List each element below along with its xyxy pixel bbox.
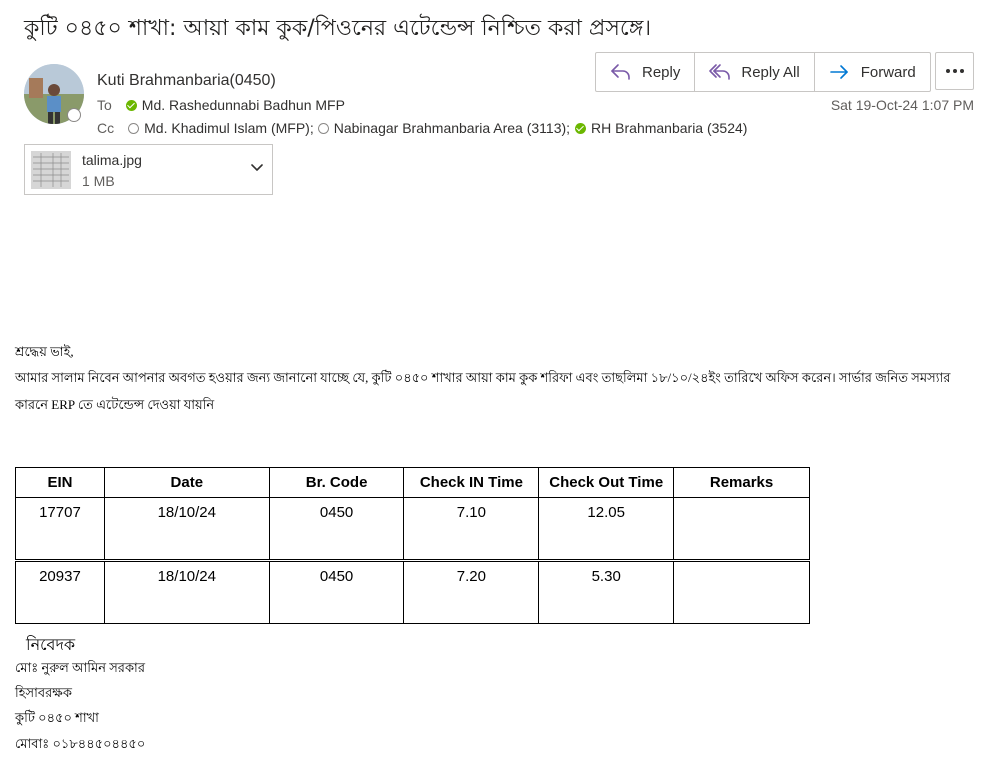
attachment-thumbnail <box>31 151 71 189</box>
reply-all-button[interactable] <box>695 53 814 91</box>
presence-offline-icon <box>318 123 329 134</box>
attachment-card[interactable] <box>24 144 273 195</box>
to-line <box>97 97 345 113</box>
table-cell: 0450 <box>269 561 404 624</box>
signature-branch: কুটি ০৪৫০ শাখা <box>15 710 99 725</box>
signature-name: মোঃ নুরুল আমিন সরকার <box>15 660 145 675</box>
table-cell: 7.10 <box>404 498 539 561</box>
cc-recipient[interactable]: Md. Khadimul Islam (MFP); <box>144 120 314 136</box>
table-row <box>16 561 810 624</box>
attendance-table <box>15 467 810 624</box>
column-header: Check IN Time <box>404 468 539 498</box>
cc-line <box>97 120 747 136</box>
table-cell: 18/10/24 <box>104 498 269 561</box>
reply-all-label: Reply All <box>741 63 800 81</box>
attachment-size: 1 MB <box>82 173 115 189</box>
attachment-name: talima.jpg <box>82 152 142 168</box>
signature-mobile: মোবাঃ ০১৮৪৪৫০৪৪৫০ <box>15 736 146 751</box>
to-label: To <box>97 97 112 113</box>
table-cell: 12.05 <box>539 498 674 561</box>
body-line: আমার সালাম নিবেন আপনার অবগত হওয়ার জন্য জানানো যাচ্ছে যে, কুটি ০৪৫০ শাখার আয়া কাম কুক শরিফা এবং তাছলিমা ১৮/১০/২৪ইং তারিখে অফিস করেন। সার্ভার জনিত সমস্যার <box>15 370 951 385</box>
table-cell: 20937 <box>16 561 105 624</box>
table-header-row <box>16 468 810 498</box>
greeting: শ্রদ্ধেয় ভাই, <box>15 344 74 359</box>
reply-icon <box>610 63 632 81</box>
forward-button[interactable] <box>815 53 930 91</box>
reply-button[interactable] <box>596 53 695 91</box>
presence-available-icon <box>126 100 137 111</box>
message-actions <box>595 52 931 92</box>
column-header: Remarks <box>674 468 810 498</box>
column-header: Check Out Time <box>539 468 674 498</box>
signature-closing: নিবেদক <box>26 637 76 654</box>
presence-offline-icon <box>128 123 139 134</box>
presence-offline-icon <box>67 108 81 122</box>
column-header: EIN <box>16 468 105 498</box>
email-subject: কুটি ০৪৫০ শাখা: আয়া কাম কুক/পিওনের এটেন্ডেন্স নিশ্চিত করা প্রসঙ্গে। <box>24 16 652 41</box>
forward-label: Forward <box>860 63 916 81</box>
reply-label: Reply <box>642 63 681 81</box>
more-actions-button[interactable] <box>935 52 974 90</box>
table-row <box>16 498 810 561</box>
table-cell <box>674 561 810 624</box>
column-header: Br. Code <box>269 468 404 498</box>
cc-recipient[interactable]: RH Brahmanbaria (3524) <box>591 120 748 136</box>
column-header: Date <box>104 468 269 498</box>
sender-name[interactable]: Kuti Brahmanbaria(0450) <box>97 72 276 89</box>
sent-date: Sat 19-Oct-24 1:07 PM <box>830 97 974 113</box>
more-icon <box>945 68 965 74</box>
to-recipient[interactable]: Md. Rashedunnabi Badhun MFP <box>141 97 345 113</box>
table-cell: 5.30 <box>539 561 674 624</box>
forward-icon <box>829 63 851 81</box>
signature-title: হিসাবরক্ষক <box>15 685 72 700</box>
table-cell: 18/10/24 <box>104 561 269 624</box>
reply-all-icon <box>709 63 731 81</box>
cc-recipient[interactable]: Nabinagar Brahmanbaria Area (3113); <box>333 120 571 136</box>
table-cell: 7.20 <box>404 561 539 624</box>
table-cell: 17707 <box>16 498 105 561</box>
cc-label: Cc <box>97 120 115 136</box>
presence-available-icon <box>575 123 586 134</box>
chevron-down-icon[interactable] <box>250 163 264 173</box>
body-line: কারনে ERP তে এটেন্ডেন্স দেওয়া যায়নি <box>15 397 215 412</box>
table-cell <box>674 498 810 561</box>
table-cell: 0450 <box>269 498 404 561</box>
